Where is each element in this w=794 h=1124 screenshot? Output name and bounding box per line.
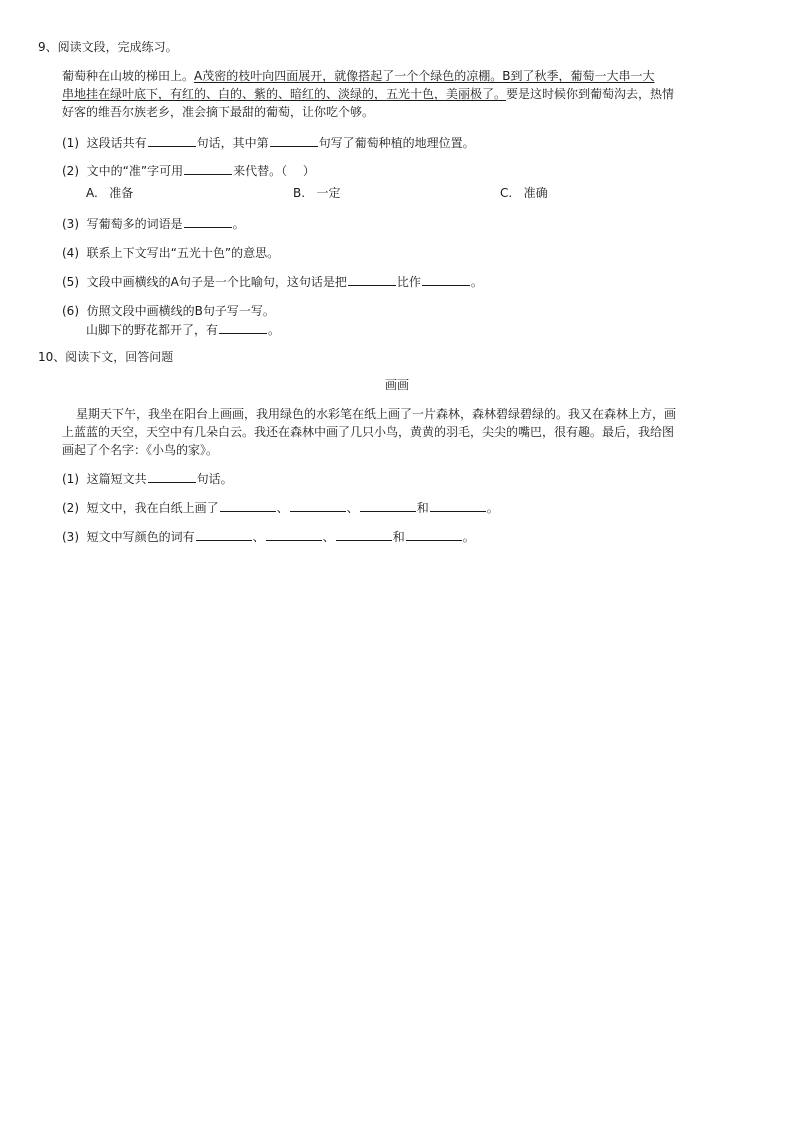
answer-blank[interactable] bbox=[266, 528, 322, 541]
separator: 、 bbox=[322, 530, 335, 544]
item-number: (6) bbox=[62, 304, 79, 318]
answer-blank[interactable] bbox=[336, 528, 392, 541]
item-text: 。 bbox=[470, 275, 483, 289]
q9-option-b[interactable] bbox=[293, 184, 341, 202]
answer-blank[interactable] bbox=[422, 273, 470, 286]
q10-item-3 bbox=[62, 528, 475, 546]
item-text: 联系上下文写出“五光十色”的意思。 bbox=[86, 246, 280, 260]
q10-item-1 bbox=[62, 470, 233, 488]
option-letter: B. bbox=[293, 186, 306, 200]
answer-blank[interactable] bbox=[220, 499, 276, 512]
q9-item-6-line bbox=[86, 321, 280, 339]
answer-blank[interactable] bbox=[406, 528, 462, 541]
separator: 。 bbox=[486, 501, 499, 515]
answer-blank[interactable] bbox=[184, 215, 232, 228]
q9-item-5 bbox=[62, 273, 483, 291]
q10-heading: 10、阅读下文，回答问题 bbox=[38, 350, 174, 364]
answer-blank[interactable] bbox=[219, 321, 267, 334]
option-text: 准确 bbox=[523, 186, 548, 200]
q10-passage-line1: 星期天下午，我坐在阳台上画画，我用绿色的水彩笔在纸上画了一片森林，森林碧绿碧绿的。我又在森林上方，画 bbox=[76, 407, 677, 421]
separator: 、 bbox=[276, 501, 289, 515]
separator: 和 bbox=[416, 501, 429, 515]
item-text: 句写了葡萄种植的地理位置。 bbox=[318, 136, 475, 150]
option-letter: C. bbox=[500, 186, 513, 200]
q9-sentence-b-end: 串地挂在绿叶底下，有红的、白的、紫的、暗红的、淡绿的，五光十色，美丽极了。 bbox=[62, 87, 507, 101]
item-text: 。 bbox=[268, 323, 281, 337]
item-number: (2) bbox=[62, 501, 79, 515]
q9-heading: 9、阅读文段，完成练习。 bbox=[38, 40, 178, 54]
item-number: (1) bbox=[62, 136, 79, 150]
q9-passage-line3: 好客的维吾尔族老乡，准会摘下最甜的葡萄，让你吃个够。 bbox=[62, 105, 375, 119]
q9-passage-line1 bbox=[62, 67, 654, 85]
answer-blank[interactable] bbox=[290, 499, 346, 512]
q9-passage-text: 葡萄种在山坡的梯田上。 bbox=[62, 69, 195, 83]
item-text: 这段话共有 bbox=[86, 136, 147, 150]
item-text: 文中的“准”字可用 bbox=[86, 164, 184, 178]
item-number: (4) bbox=[62, 246, 79, 260]
answer-blank[interactable] bbox=[148, 470, 196, 483]
item-text: 句话。 bbox=[196, 472, 233, 486]
item-text: 文段中画横线的A句子是一个比喻句，这句话是把 bbox=[86, 275, 347, 289]
item-text: 仿照文段中画横线的B句子写一写。 bbox=[86, 304, 275, 318]
answer-blank[interactable] bbox=[348, 273, 396, 286]
option-letter: A. bbox=[86, 186, 98, 200]
item-number: (5) bbox=[62, 275, 79, 289]
q9-sentence-b-start: B到了秋季，葡萄一大串一大 bbox=[502, 69, 655, 83]
answer-blank[interactable] bbox=[430, 499, 486, 512]
item-number: (1) bbox=[62, 472, 79, 486]
item-text: 句话，其中第 bbox=[196, 136, 269, 150]
answer-blank[interactable] bbox=[270, 134, 318, 147]
q9-item-1 bbox=[62, 134, 475, 152]
q9-item-2 bbox=[62, 162, 315, 180]
answer-blank[interactable] bbox=[148, 134, 196, 147]
q9-sentence-a: A茂密的枝叶向四面展开，就像搭起了一个个绿色的凉棚。 bbox=[194, 69, 503, 83]
separator: 和 bbox=[392, 530, 405, 544]
option-text: 准备 bbox=[109, 186, 134, 200]
q9-passage-text: 要是这时候你到葡萄沟去，热情 bbox=[506, 87, 675, 101]
item-text: 比作 bbox=[396, 275, 421, 289]
answer-blank[interactable] bbox=[360, 499, 416, 512]
q10-passage-line3: 画起了个名字：《小鸟的家》。 bbox=[62, 443, 219, 457]
answer-blank[interactable] bbox=[196, 528, 252, 541]
item-text: 写葡萄多的词语是 bbox=[86, 217, 183, 231]
item-text: 山脚下的野花都开了，有 bbox=[86, 323, 219, 337]
q9-item-4 bbox=[62, 244, 279, 262]
q10-passage-line2: 上蓝蓝的天空，天空中有几朵白云。我还在森林中画了几只小鸟，黄黄的羽毛，尖尖的嘴巴，很有趣。最后，我给图 bbox=[62, 425, 675, 439]
q9-item-6 bbox=[62, 302, 275, 320]
option-text: 一定 bbox=[316, 186, 341, 200]
q9-item-3 bbox=[62, 215, 245, 233]
item-number: (2) bbox=[62, 164, 79, 178]
separator: 、 bbox=[346, 501, 359, 515]
item-number: (3) bbox=[62, 217, 79, 231]
item-text: 这篇短文共 bbox=[86, 472, 147, 486]
answer-blank[interactable] bbox=[184, 162, 232, 175]
q9-option-a[interactable] bbox=[86, 184, 133, 202]
separator: 。 bbox=[462, 530, 475, 544]
item-text: 短文中写颜色的词有 bbox=[86, 530, 195, 544]
item-text: 来代替。（ ） bbox=[233, 164, 315, 178]
item-number: (3) bbox=[62, 530, 79, 544]
item-text: 。 bbox=[232, 217, 245, 231]
q9-passage-line2 bbox=[62, 85, 674, 103]
q10-passage-title: 画画 bbox=[384, 378, 409, 392]
q10-item-2 bbox=[62, 499, 499, 517]
q9-option-c[interactable] bbox=[500, 184, 548, 202]
separator: 、 bbox=[252, 530, 265, 544]
item-text: 短文中，我在白纸上画了 bbox=[86, 501, 219, 515]
